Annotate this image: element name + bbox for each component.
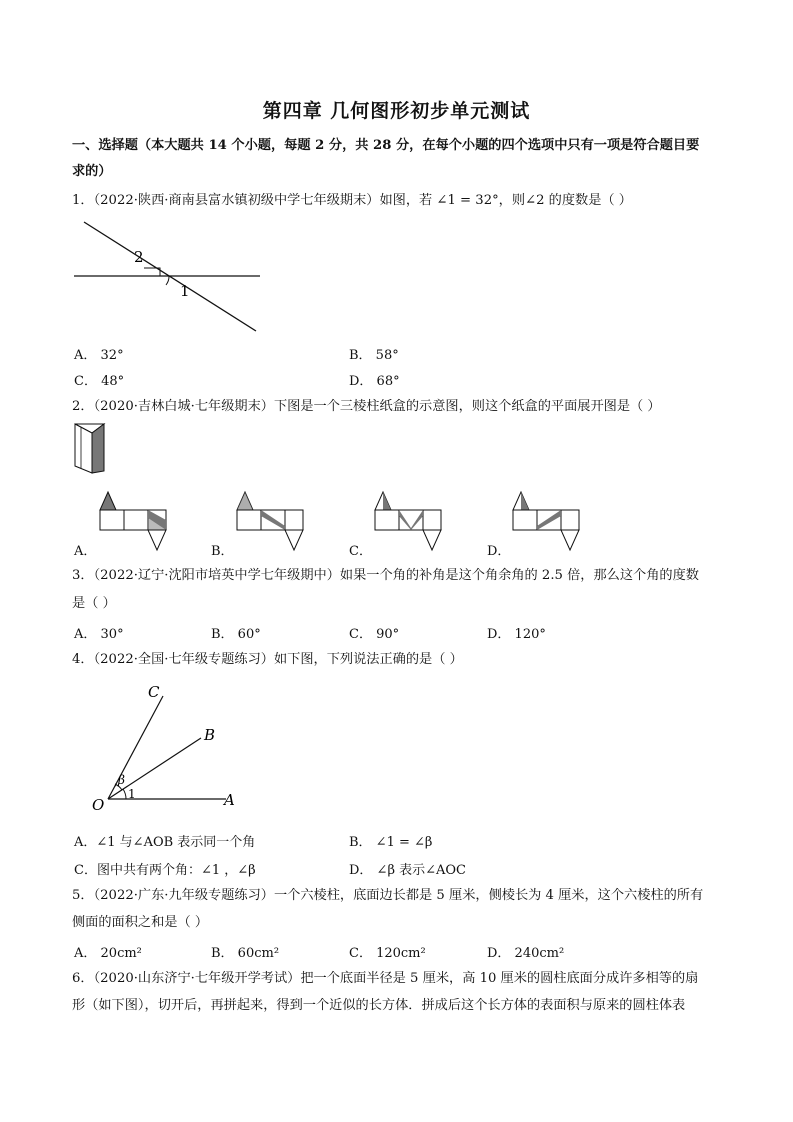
q4-label-a: A (224, 791, 235, 809)
q3-option-a[interactable]: A． 30° (74, 627, 124, 642)
question-4: 4．（2022·全国·七年级专题练习）如下图，下列说法正确的是（ ） (72, 652, 463, 667)
q4-option-a[interactable]: A．∠1 与∠AOB 表示同一个角 (74, 835, 256, 850)
q2-option-b[interactable]: B． (211, 544, 234, 559)
q4-label-o: O (92, 796, 105, 814)
question-5-cont: 侧面的面积之和是（ ） (72, 915, 209, 930)
q1-figure (72, 218, 272, 336)
q5-option-d[interactable]: D． 240cm² (487, 946, 565, 961)
q2-option-c[interactable]: C． (349, 544, 372, 559)
q2-net-b (233, 488, 309, 554)
q1-option-d[interactable]: D． 68° (349, 374, 400, 389)
q4-label-b: B (204, 726, 216, 744)
question-1: 1．（2022·陕西·商南县富水镇初级中学七年级期末）如图，若 ∠1 = 32°，则∠2 的度数是（ ） (72, 193, 632, 208)
q2-net-c (371, 488, 447, 554)
q5-option-b[interactable]: B． 60cm² (211, 946, 280, 961)
q1-option-c[interactable]: C． 48° (74, 374, 125, 389)
q4-option-d[interactable]: D． ∠β 表示∠AOC (349, 863, 466, 878)
q1-label-1: 1 (180, 282, 190, 300)
q4-angle-figure (86, 680, 246, 815)
q1-label-2: 2 (134, 248, 144, 266)
q1-option-b[interactable]: B． 58° (349, 348, 399, 363)
q2-prism-figure (72, 421, 110, 477)
q2-option-a[interactable]: A． (74, 544, 97, 559)
section-heading-cont: 求的） (72, 164, 112, 179)
q2-option-d[interactable]: D． (487, 544, 511, 559)
q4-label-1: 1 (128, 787, 136, 801)
page-title: 第四章 几何图形初步单元测试 (262, 100, 531, 122)
q3-option-d[interactable]: D． 120° (487, 627, 546, 642)
q5-option-a[interactable]: A． 20cm² (74, 946, 142, 961)
question-2: 2．（2020·吉林白城·七年级期末）下图是一个三棱柱纸盒的示意图，则这个纸盒的平面展开图是（ ） (72, 399, 661, 414)
question-3: 3．（2022·辽宁·沈阳市培英中学七年级期中）如果一个角的补角是这个角余角的 2.5 倍，那么这个角的度数 (72, 568, 699, 583)
q5-option-c[interactable]: C． 120cm² (349, 946, 426, 961)
q4-label-c: C (148, 683, 160, 701)
q3-option-b[interactable]: B． 60° (211, 627, 261, 642)
q2-net-d (509, 488, 585, 554)
section-heading: 一、选择题（本大题共 14 个小题，每题 2 分，共 28 分，在每个小题的四个选项中只有一项是符合题目要 (72, 138, 700, 153)
question-3-cont: 是（ ） (72, 596, 116, 611)
q4-option-b[interactable]: B． ∠1 = ∠β (349, 835, 433, 850)
q4-option-c[interactable]: C．图中共有两个角：∠1 ，∠β (74, 863, 256, 878)
q1-option-a[interactable]: A． 32° (74, 348, 124, 363)
q3-option-c[interactable]: C． 90° (349, 627, 400, 642)
q2-net-a (96, 488, 172, 554)
question-6: 6．（2020·山东济宁·七年级开学考试）把一个底面半径是 5 厘米，高 10 厘米的圆柱底面分成许多相等的扇 (72, 971, 699, 986)
q4-label-beta: β (118, 773, 125, 787)
question-5: 5．（2022·广东·九年级专题练习）一个六棱柱，底面边长都是 5 厘米，侧棱长为 4 厘米，这个六棱柱的所有 (72, 888, 704, 903)
question-6-cont: 形（如下图），切开后，再拼起来，得到一个近似的长方体．拼成后这个长方体的表面积与原来的圆柱体表 (72, 998, 686, 1013)
